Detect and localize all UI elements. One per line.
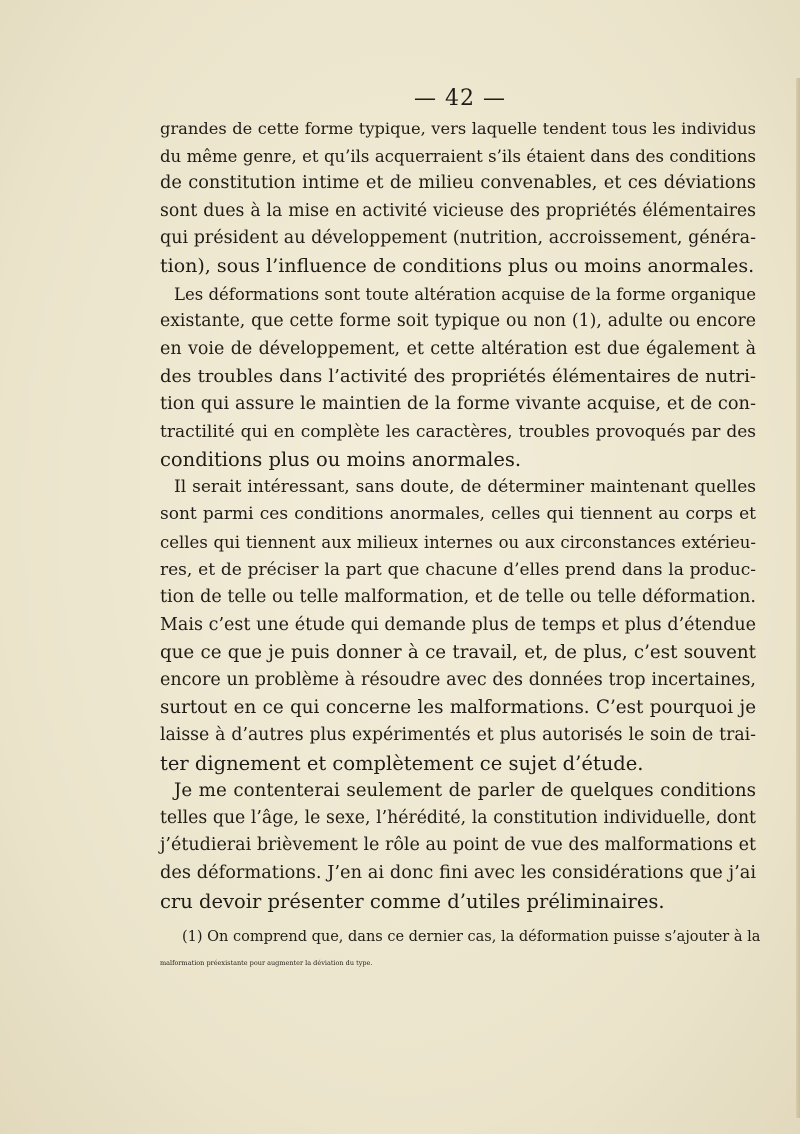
text-line: des déformations. J’en ai donc fini avec les considérations que j’ai: [160, 863, 756, 884]
text-line: tion de telle ou telle malformation, et de telle ou telle déformation.: [160, 587, 756, 608]
text-line: conditions plus ou moins anormales.: [160, 448, 522, 472]
text-line: surtout en ce qui concerne les malformations. C’est pourquoi je: [160, 697, 756, 719]
paragraph-2: [160, 281, 756, 474]
text-line: grandes de cette forme typique, vers laquelle tendent tous les individus: [160, 119, 756, 138]
page-number: — 42 —: [414, 86, 506, 111]
body-text: [160, 115, 756, 915]
text-line: tion), sous l’influence de conditions plus ou moins anormales.: [160, 254, 755, 277]
text-line: j’étudierai brièvement le rôle au point de vue des malformations et: [160, 835, 756, 856]
text-line: tion qui assure le maintien de la forme vivante acquise, et de con-: [160, 393, 756, 414]
text-line: cru devoir présenter comme d’utiles préliminaires.: [160, 889, 665, 913]
text-line: Il serait intéressant, sans doute, de déterminer maintenant quelles: [174, 476, 756, 497]
text-line: encore un problème à résoudre avec des données trop incertaines,: [160, 669, 756, 690]
text-line: ter dignement et complètement ce sujet d’étude.: [160, 751, 644, 775]
text-line: en voie de développement, et cette altération est due également à: [160, 338, 756, 359]
paragraph-4: [160, 777, 756, 915]
footnote-line: (1) On comprend que, dans ce dernier cas, la déformation puisse s’ajouter à la: [182, 929, 761, 945]
paragraph-1: [160, 115, 756, 281]
page-edge-shadow: [796, 78, 800, 1118]
text-line: de constitution intime et de milieu convenables, et ces déviations: [160, 173, 756, 194]
text-line: Mais c’est une étude qui demande plus de temps et plus d’étendue: [160, 614, 756, 635]
text-line: des troubles dans l’activité des propriétés élémentaires de nutri-: [160, 366, 756, 388]
text-line: que ce que je puis donner à ce travail, et, de plus, c’est souvent: [160, 642, 756, 664]
text-line: du même genre, et qu’ils acquerraient s’ils étaient dans des conditions: [160, 146, 756, 166]
text-line: existante, que cette forme soit typique ou non (1), adulte ou encore: [160, 311, 756, 332]
text-line: telles que l’âge, le sexe, l’hérédité, la constitution individuelle, dont: [160, 807, 756, 828]
text-line: Je me contenterai seulement de parler de quelques conditions: [174, 780, 756, 802]
text-line: qui président au développement (nutrition, accroissement, généra-: [160, 228, 756, 249]
text-line: tractilité qui en complète les caractères, troubles provoqués par des: [160, 421, 756, 442]
paragraph-3: [160, 474, 756, 778]
text-line: Les déformations sont toute altération acquise de la forme organique: [174, 284, 756, 304]
text-line: res, et de préciser la part que chacune d’elles prend dans la produc-: [160, 559, 756, 580]
text-line: sont dues à la mise en activité vicieuse des propriétés élémentaires: [160, 200, 756, 221]
text-line: sont parmi ces conditions anormales, celles qui tiennent au corps et: [160, 504, 756, 525]
footnote-line: malformation préexistante pour augmenter la déviation du type.: [160, 959, 373, 967]
text-line: celles qui tiennent aux milieux internes ou aux circonstances extérieu-: [160, 532, 756, 552]
footnote: [160, 924, 761, 976]
text-line: laisse à d’autres plus expérimentés et plus autorisés le soin de trai-: [160, 725, 756, 746]
